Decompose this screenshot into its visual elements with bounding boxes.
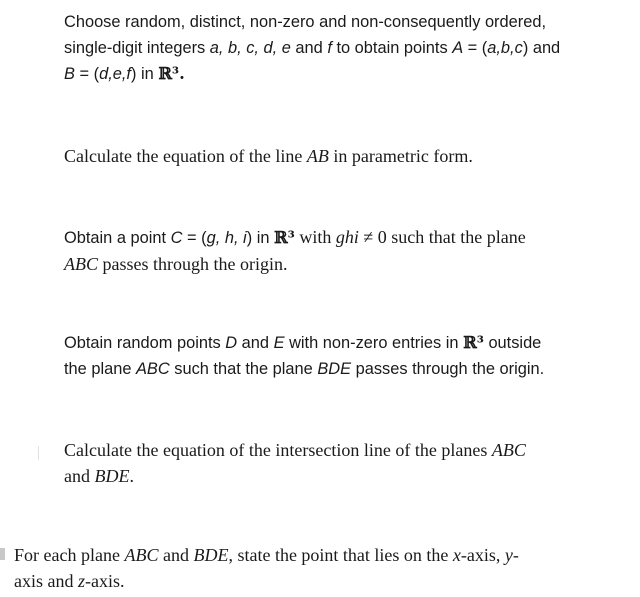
task-paragraph-axis-points bbox=[14, 542, 519, 594]
text-span: ) in bbox=[130, 65, 159, 83]
text-span: Calculate the equation of the line bbox=[64, 146, 307, 166]
text-span: axis and bbox=[14, 571, 78, 591]
text-span: passes through the origin. bbox=[351, 360, 545, 378]
math-variable: ABC bbox=[136, 360, 170, 378]
text-span: to obtain points bbox=[331, 39, 453, 57]
text-span: and bbox=[237, 334, 274, 352]
math-variable: ABC bbox=[124, 545, 159, 565]
text-span: passes through the origin. bbox=[98, 254, 288, 274]
math-variable: D bbox=[225, 334, 238, 352]
task-paragraph-point-c bbox=[64, 224, 526, 278]
text-span: the plane bbox=[64, 360, 136, 378]
text-span: Obtain random points bbox=[64, 334, 226, 352]
text-span: Obtain a point bbox=[64, 229, 171, 247]
math-variable: ABC bbox=[64, 254, 98, 274]
task-paragraph-choose-integers bbox=[64, 9, 560, 87]
text-span: and bbox=[290, 39, 328, 57]
math-variables: g, h, i bbox=[206, 229, 247, 247]
text-span: outside bbox=[483, 334, 542, 352]
math-variables: ghi bbox=[335, 227, 359, 247]
real-space-symbol: ℝ³ bbox=[463, 333, 484, 352]
math-variable: BDE bbox=[317, 360, 352, 378]
text-span: = ( bbox=[74, 65, 100, 83]
text-span: -axis, bbox=[460, 545, 505, 565]
text-span: ≠ 0 such that the plane bbox=[358, 227, 526, 247]
text-span: For each plane bbox=[14, 545, 125, 565]
text-span: = ( bbox=[463, 39, 488, 57]
left-edge-mark bbox=[0, 548, 5, 560]
math-variables: a, b, c, d, e bbox=[209, 39, 291, 57]
task-paragraph-line-ab bbox=[64, 143, 473, 169]
math-variable: ABC bbox=[491, 440, 526, 460]
text-line: Choose random, distinct, non-zero and non-consequently ordered, bbox=[64, 13, 546, 31]
math-variable: y bbox=[504, 545, 513, 565]
math-variable: z bbox=[77, 571, 85, 591]
text-span: ) and bbox=[522, 39, 561, 57]
task-paragraph-intersection-line bbox=[64, 437, 526, 489]
text-span: such that the plane bbox=[169, 360, 318, 378]
text-span: with bbox=[294, 227, 336, 247]
text-span: - bbox=[512, 545, 519, 565]
real-space-symbol: ℝ³. bbox=[158, 64, 185, 83]
math-variable: f bbox=[327, 39, 332, 57]
math-variable: BDE bbox=[94, 466, 130, 486]
math-variable: A bbox=[452, 39, 464, 57]
text-span: in parametric form. bbox=[328, 146, 473, 166]
text-span: and bbox=[64, 466, 95, 486]
real-space-symbol: ℝ³ bbox=[274, 228, 295, 247]
text-span: with non-zero entries in bbox=[284, 334, 464, 352]
text-span: single-digit integers bbox=[64, 39, 210, 57]
text-span: . bbox=[129, 466, 134, 486]
math-variable: B bbox=[64, 65, 75, 83]
task-paragraph-points-d-e bbox=[64, 330, 544, 382]
text-span: and bbox=[158, 545, 194, 565]
text-span: Calculate the equation of the intersection line of the planes bbox=[64, 440, 492, 460]
text-span: -axis. bbox=[85, 571, 125, 591]
math-variable: E bbox=[273, 334, 285, 352]
math-variable: BDE bbox=[193, 545, 229, 565]
math-variable: x bbox=[452, 545, 461, 565]
math-variable: C bbox=[170, 229, 183, 247]
math-variables: d,e,f bbox=[99, 65, 131, 83]
text-span: , state the point that lies on the bbox=[228, 545, 453, 565]
math-variables: a,b,c bbox=[487, 39, 523, 57]
text-span: ) in bbox=[246, 229, 275, 247]
text-span: = ( bbox=[182, 229, 207, 247]
math-variable: AB bbox=[306, 146, 329, 166]
faint-margin-mark bbox=[38, 446, 39, 460]
